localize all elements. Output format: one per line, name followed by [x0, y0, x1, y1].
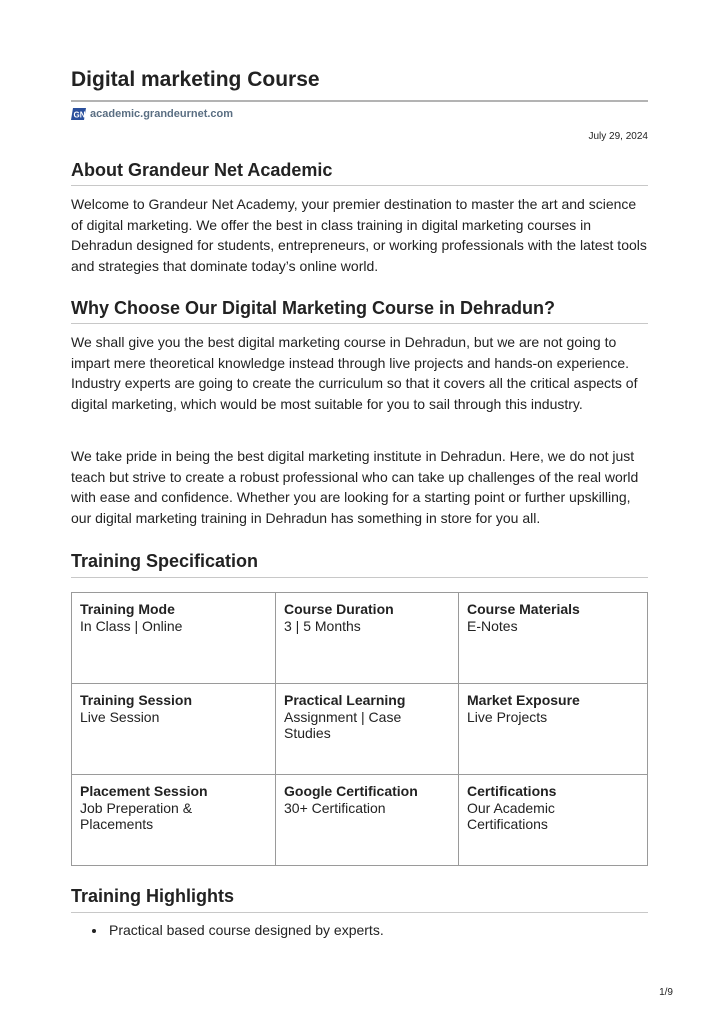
table-row — [72, 684, 648, 775]
cell-value: Our Academic Certifications — [467, 799, 555, 832]
why-paragraph-2: We take pride in being the best digital marketing institute in Dehradun. Here, we do not just teach but strive to create a robust professional who can take up challenges of the real world with ease and confidence. Whether you are looking for a starting point or further upskilling, our digital marketing training in Dehradun has something in store for you all. — [71, 448, 639, 527]
cell-label: Google Certification — [284, 783, 418, 799]
table-cell — [72, 684, 276, 775]
cell-label: Market Exposure — [467, 692, 580, 708]
cell-label: Course Duration — [284, 601, 394, 617]
highlights-divider — [71, 912, 648, 913]
why-divider — [71, 323, 648, 324]
cell-value: Live Projects — [467, 708, 548, 725]
cell-label: Certifications — [467, 783, 557, 799]
source-line — [71, 108, 233, 120]
cell-label: Training Session — [80, 692, 193, 708]
svg-text:GN: GN — [73, 110, 86, 120]
training-spec-table — [71, 592, 648, 866]
spec-heading: Training Specification — [71, 551, 259, 571]
cell-label: Practical Learning — [284, 692, 406, 708]
cell-label: Course Materials — [467, 601, 580, 617]
cell-value: Job Preperation & Placements — [80, 799, 193, 832]
table-cell — [72, 775, 276, 866]
cell-value: Assignment | Case Studies — [284, 708, 402, 741]
list-item: • Practical based course designed by experts. — [107, 920, 648, 940]
spec-divider — [71, 577, 648, 578]
cell-label: Placement Session — [80, 783, 208, 799]
document-title: Digital marketing Course — [71, 68, 320, 91]
about-heading: About Grandeur Net Academic — [71, 160, 333, 180]
table-cell — [459, 775, 648, 866]
source-link[interactable]: academic.grandeurnet.com — [90, 108, 234, 120]
cell-value: E-Notes — [467, 617, 518, 634]
publish-date: July 29, 2024 — [588, 131, 648, 142]
title-divider — [71, 100, 648, 102]
table-row — [72, 775, 648, 866]
why-heading: Why Choose Our Digital Marketing Course in Dehradun? — [71, 298, 556, 318]
page-number: 1/9 — [659, 987, 673, 998]
cell-value: Live Session — [80, 708, 160, 725]
table-cell — [459, 593, 648, 684]
table-cell — [276, 775, 459, 866]
table-cell — [72, 593, 276, 684]
about-paragraph: Welcome to Grandeur Net Academy, your premier destination to master the art and science of digital marketing. We offer the best in class training in digital marketing courses in Dehradun designed for students, entrepreneurs, or working professionals with the latest tools and strategies that dominate today’s online world. — [71, 196, 647, 275]
highlights-heading: Training Highlights — [71, 886, 234, 906]
table-cell — [276, 684, 459, 775]
table-cell — [276, 593, 459, 684]
cell-label: Training Mode — [80, 601, 175, 617]
cell-value: 30+ Certification — [284, 799, 386, 816]
about-divider — [71, 185, 648, 186]
cell-value: 3 | 5 Months — [284, 617, 361, 634]
cell-value: In Class | Online — [80, 617, 183, 634]
why-paragraph-1: We shall give you the best digital marketing course in Dehradun, but we are not going to impart mere theoretical knowledge instead through live projects and hands-on experience. Industry experts are going to create the curriculum so that it covers all the critical aspects of digital marketing, which would be most suitable for you to sail through this industry. — [71, 334, 638, 413]
grandeur-logo-icon — [71, 108, 86, 120]
highlights-list — [71, 920, 648, 940]
table-row — [72, 593, 648, 684]
table-cell — [459, 684, 648, 775]
